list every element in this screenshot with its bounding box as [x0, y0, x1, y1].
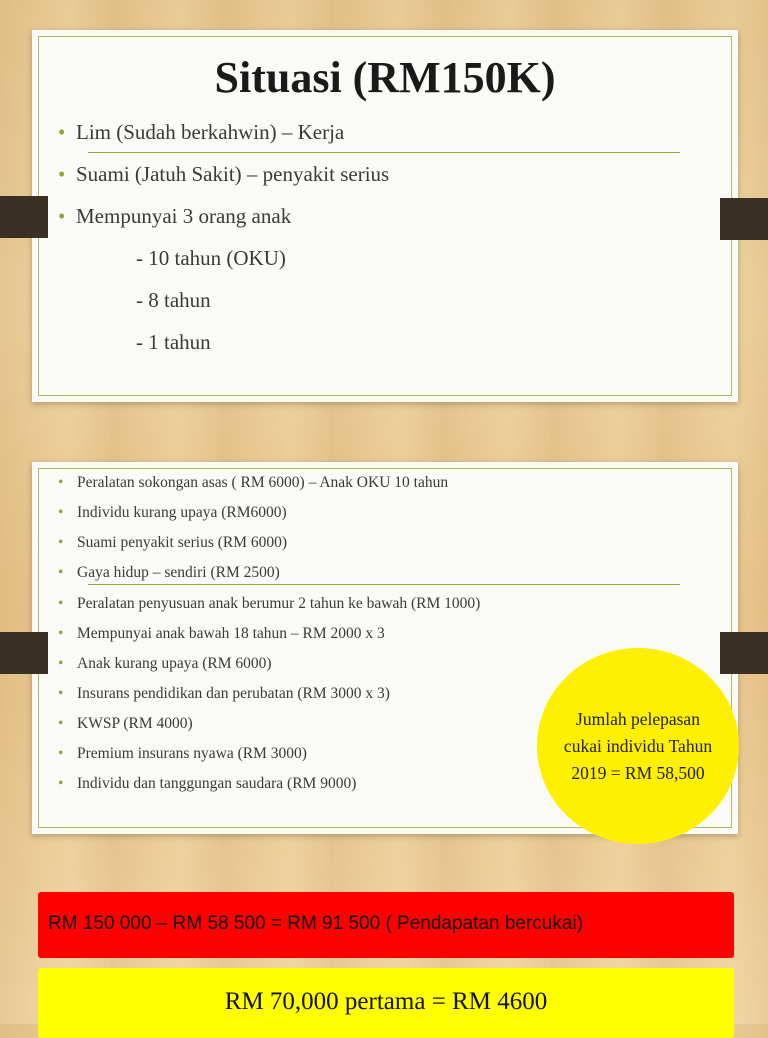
bullet-text: Peralatan penyusuan anak berumur 2 tahun ke bawah (RM 1000): [77, 595, 481, 612]
bullet-dot-icon: •: [58, 775, 64, 792]
bullet-dot-icon: •: [58, 534, 64, 551]
bullet-item: [58, 625, 385, 643]
bullet-dot-icon: •: [58, 564, 64, 581]
bullet-item: [58, 745, 307, 763]
bullet-text: Premium insurans nyawa (RM 3000): [77, 745, 307, 762]
bullet-item: [58, 534, 287, 552]
bullet-dot-icon: •: [58, 625, 64, 642]
child-item: - 10 tahun (OKU): [136, 246, 286, 270]
slide-tab-left: [0, 196, 48, 238]
bullet-dot-icon: •: [58, 715, 64, 732]
tax-bracket-text: RM 70,000 pertama = RM 4600: [224, 988, 548, 1015]
bullet-text: Individu dan tanggungan saudara (RM 9000): [77, 775, 357, 792]
bullet-text: KWSP (RM 4000): [77, 715, 193, 732]
title-divider: [88, 152, 680, 153]
slide-tab-right: [720, 632, 768, 674]
bullet-item: [58, 564, 280, 582]
bullet-text: Individu kurang upaya (RM6000): [77, 504, 287, 521]
bullet-item: [58, 775, 356, 793]
bullet-dot-icon: •: [58, 204, 66, 228]
tax-bracket-banner: [38, 968, 734, 1038]
bullet-item: [58, 655, 272, 673]
bullet-text: Mempunyai 3 orang anak: [76, 204, 292, 228]
taxable-income-text: RM 150 000 – RM 58 500 = RM 91 500 ( Pendapatan bercukai): [48, 913, 583, 934]
bullet-dot-icon: •: [58, 685, 64, 702]
slide-situasi: [32, 30, 738, 402]
bullet-text: Peralatan sokongan asas ( RM 6000) – Anak OKU 10 tahun: [77, 474, 449, 491]
slide-title: Situasi (RM150K): [214, 53, 556, 102]
bullet-dot-icon: •: [58, 745, 64, 762]
bullet-item: [58, 595, 480, 613]
bullet-text: Suami penyakit serius (RM 6000): [77, 534, 288, 551]
bullet-dot-icon: •: [58, 120, 66, 144]
bullet-item: [58, 204, 291, 229]
bullet-item: [58, 120, 344, 145]
relief-total-callout: [537, 648, 739, 844]
bullet-dot-icon: •: [58, 655, 64, 672]
bullet-item: [58, 685, 390, 703]
bullet-text: Mempunyai anak bawah 18 tahun – RM 2000 x 3: [77, 625, 385, 642]
child-item: - 8 tahun: [136, 288, 211, 312]
slide-tab-right: [720, 198, 768, 240]
bullet-item: [58, 715, 193, 733]
slide-tab-left: [0, 632, 48, 674]
bullet-text: Anak kurang upaya (RM 6000): [77, 655, 272, 672]
bullet-dot-icon: •: [58, 162, 66, 186]
taxable-income-banner: [38, 892, 734, 958]
bullet-dot-icon: •: [58, 504, 64, 521]
bullet-item: [58, 504, 287, 522]
relief-total-text: Jumlah pelepasan cukai individu Tahun 2019 = RM 58,500: [563, 708, 713, 783]
bullet-text: Suami (Jatuh Sakit) – penyakit serius: [76, 162, 390, 186]
bullet-item: [58, 474, 448, 492]
title-divider: [88, 584, 680, 585]
bullet-dot-icon: •: [58, 474, 64, 491]
bullet-text: Insurans pendidikan dan perubatan (RM 3000 x 3): [77, 685, 390, 702]
child-item: - 1 tahun: [136, 330, 211, 354]
bullet-dot-icon: •: [58, 595, 64, 612]
bullet-text: Gaya hidup – sendiri (RM 2500): [77, 564, 280, 581]
bullet-text: Lim (Sudah berkahwin) – Kerja: [76, 120, 345, 144]
bullet-item: [58, 162, 389, 187]
